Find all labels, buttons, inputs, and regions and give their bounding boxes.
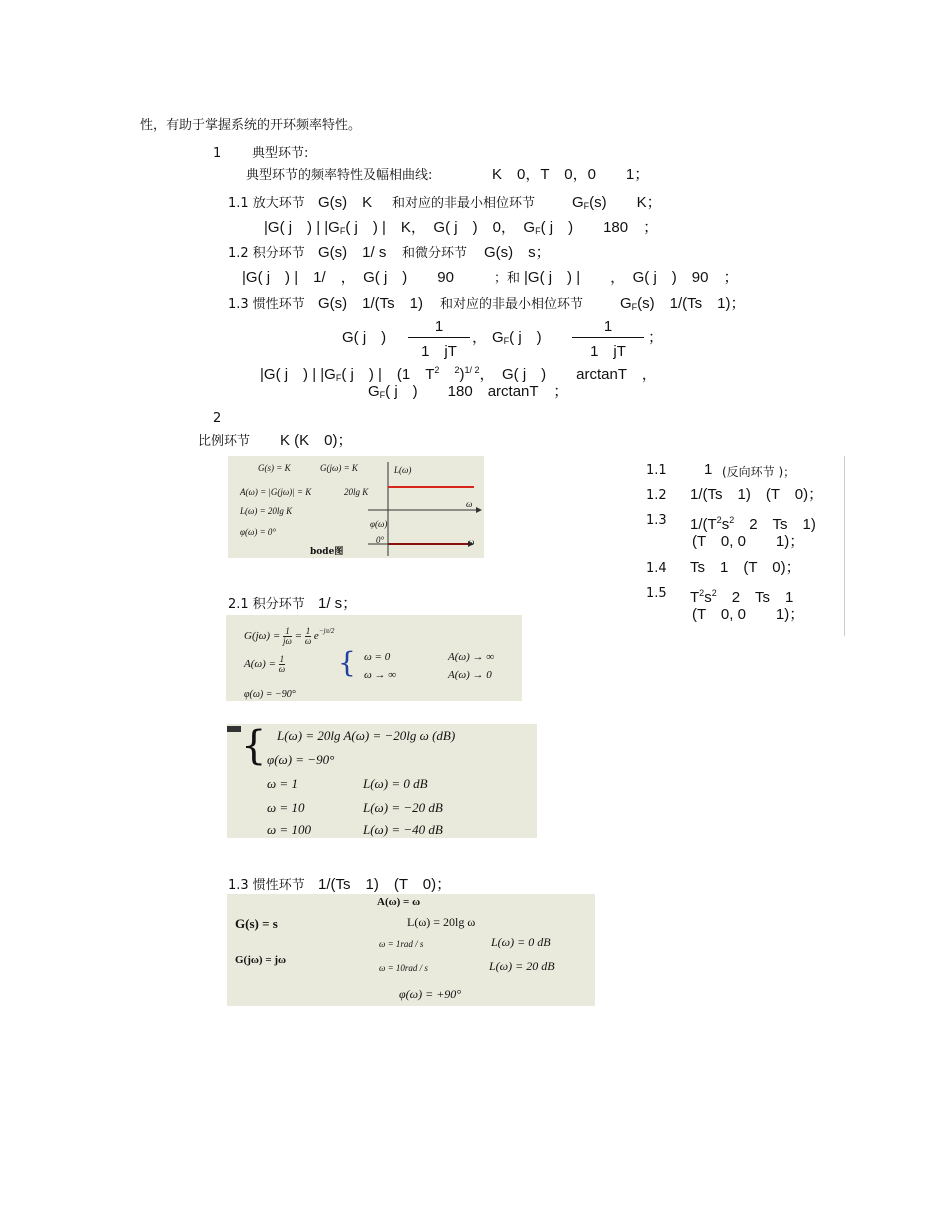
img4-r1: L(ω) = 0 dB [491, 935, 551, 949]
img1-lw: L(ω) [394, 465, 412, 475]
s12-line2b: ；和 [494, 271, 521, 286]
s11-mid: 和对应的非最小相位环节 [392, 196, 536, 211]
s13-heading: 1.3 惯性环节 [228, 297, 305, 312]
s21-expr: 1/ s； [318, 595, 358, 612]
side-1-2-text: 1/(Ts 1) (T 0)； [690, 486, 824, 503]
img1-omega2: ω [468, 537, 475, 547]
s13-frac2-num: 1 [603, 318, 613, 335]
s11-heading: 1.1 放大环节 [228, 196, 305, 211]
img3-l1: L(ω) = 20lg A(ω) = −20lg ω (dB) [277, 728, 456, 743]
s13-frac-comma: ， [472, 329, 488, 346]
s13-line3: |G( j ) | $|G_F$( j ) | (1 $T^2$ $^2$)$^{1/ 2}$， G( j ) arctanT ， [260, 365, 657, 383]
s13-frac1-den: 1 jT [421, 343, 457, 360]
prop-expr: K (K 0)； [280, 432, 353, 449]
side-1-5-text: $T^2s^2$ 2 Ts 1 [690, 588, 794, 606]
img2-brace: { [338, 646, 356, 679]
section-2-number: 2 [213, 411, 222, 426]
side-1-4-text: Ts 1 (T 0)； [690, 559, 801, 576]
img4-r2: L(ω) = 20 dB [489, 959, 555, 973]
side-1-1-num: 1.1 [646, 463, 667, 478]
s13-expr2: $G_F(s)$ 1/(Ts 1)； [620, 295, 746, 312]
image-proportional-bode [228, 456, 484, 558]
img1-g1: G(s) = K [258, 463, 291, 473]
img3-r2: L(ω) = −20 dB [363, 800, 443, 815]
img2-r1: A(ω) → ∞ [448, 651, 495, 663]
side-1-5-num: 1.5 [646, 586, 667, 601]
img3-w1: ω = 1 [267, 776, 298, 791]
img2-phi: φ(ω) = −90° [244, 689, 296, 700]
side-rule [844, 456, 845, 636]
img1-zero: 0° [376, 535, 385, 545]
img2-a: A(ω) = $\frac{1}{\omega}$ [244, 654, 286, 674]
img1-l: L(ω) = 20lg K [240, 506, 293, 516]
s12-expr2: G(s) s； [484, 244, 551, 261]
freq-line-label: 典型环节的频率特性及幅相曲线: [246, 168, 433, 183]
s13-frac-lhs2: $G_F$( j ) [492, 329, 542, 346]
img3-r1: L(ω) = 0 dB [363, 776, 428, 791]
side-1-4-num: 1.4 [646, 561, 667, 576]
side-1-5-cont: (T 0, 0 1)； [692, 606, 805, 623]
s13-line4: $G_F$( j ) 180 arctanT ； [368, 383, 569, 400]
image-derivative [227, 894, 595, 1006]
img1-a: A(ω) = |G(jω)| = K [240, 487, 312, 497]
img2-c2: ω → ∞ [364, 669, 397, 681]
img4-l: L(ω) = 20lg ω [407, 915, 476, 929]
s12-heading: 1.2 积分环节 [228, 246, 305, 261]
s13-frac1 [408, 318, 470, 361]
img3-w3: ω = 100 [267, 822, 311, 837]
img1-phi: φ(ω) = 0° [240, 527, 276, 537]
img3-w2: ω = 10 [267, 800, 305, 815]
img3-l2: φ(ω) = −90° [267, 752, 335, 767]
side-1-3-text: $1/(T^2s^2$ 2 Ts 1) [690, 515, 816, 533]
s13b-expr: 1/(Ts 1) (T 0)； [318, 876, 452, 893]
intro-text: 性，有助于掌握系统的开环频率特性。 [140, 118, 362, 133]
img1-omega1: ω [466, 499, 473, 509]
img4-w1: ω = 1rad / s [379, 939, 424, 949]
s13-frac2 [572, 318, 644, 361]
s13-frac-lhs1: G( j ) [342, 329, 387, 346]
side-1-3-num: 1.3 [646, 513, 667, 528]
prop-label: 比例环节 [198, 434, 251, 449]
s12-line2c: |G( j ) | ， G( j ) 90 ； [524, 269, 739, 286]
s21-heading: 2.1 积分环节 [228, 597, 305, 612]
img1-g2: G(jω) = K [320, 463, 358, 473]
section-1-title: 典型环节: [252, 146, 309, 161]
img3-r3: L(ω) = −40 dB [363, 822, 443, 837]
s13-frac2-bar [572, 337, 644, 338]
img4-gj: G(jω) = jω [235, 954, 287, 966]
img1-lk: 20lg K [344, 487, 369, 497]
img2-g: G(jω) = $\frac{1}{j\omega}$ = $\frac{1}{\omega}$ $e^{-j\pi/2}$ [244, 625, 335, 646]
s13-frac1-bar [408, 337, 470, 338]
s13-mid: 和对应的非最小相位环节 [440, 297, 584, 312]
img4-phi: φ(ω) = +90° [399, 987, 462, 1001]
img3-brace: { [241, 724, 267, 769]
s13-frac2-den: 1 jT [590, 343, 626, 360]
section-1-number: 1 [213, 146, 222, 161]
img1-bode-label: bode图 [310, 547, 344, 557]
s11-line2: |G( j ) | $|G_F$( j ) | K， G( j ) 0， $G_F$( j ) 180 ； [264, 219, 659, 236]
image-integral-log [227, 724, 537, 838]
img2-c1: ω = 0 [364, 651, 391, 663]
s12-line2a: |G( j ) | 1/ ， G( j ) 90 [242, 269, 454, 286]
s13b-heading: 1.3 惯性环节 [228, 878, 305, 893]
s13-expr1: G(s) 1/(Ts 1) [318, 295, 424, 312]
s12-expr1: G(s) 1/ s [318, 244, 387, 261]
s11-expr2: $G_F(s)$ K； [572, 194, 662, 211]
img4-a: A(ω) = ω [377, 896, 421, 908]
img4-w2: ω = 10rad / s [379, 963, 428, 973]
img2-r2: A(ω) → 0 [448, 669, 492, 681]
side-1-3-cont: (T 0, 0 1)； [692, 533, 805, 550]
side-1-1-note: (反向环节 )； [722, 465, 796, 479]
s11-expr1: G(s) K [318, 194, 373, 211]
img4-gs: G(s) = s [235, 916, 278, 931]
side-1-2-num: 1.2 [646, 488, 667, 503]
s13-frac1-num: 1 [434, 318, 444, 335]
side-1-1-text: 1 [704, 461, 713, 478]
s13-frac-end: ； [648, 329, 664, 346]
freq-line-conditions: K 0，T 0，0 1； [492, 166, 650, 183]
image-integral-freq [226, 615, 522, 701]
img3-mark [227, 726, 241, 732]
s12-mid: 和微分环节 [402, 246, 468, 261]
img1-phiw: φ(ω) [370, 519, 388, 529]
